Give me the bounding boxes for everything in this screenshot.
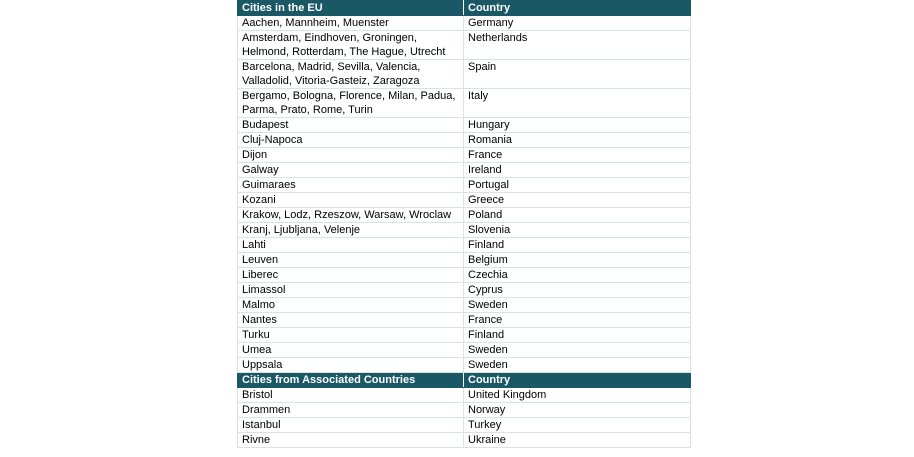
table-row [238,328,691,343]
table-row [238,148,691,163]
city-cell: Istanbul [238,418,464,433]
table-row [238,283,691,298]
city-cell: Umea [238,343,464,358]
city-cell: Kranj, Ljubljana, Velenje [238,223,464,238]
city-cell: Bristol [238,388,464,403]
city-cell: Galway [238,163,464,178]
table-row [238,133,691,148]
table-row [238,433,691,448]
table-row [238,403,691,418]
city-cell: Liberec [238,268,464,283]
column-header-country: Country [464,1,691,16]
table-row [238,343,691,358]
country-cell: France [464,148,691,163]
table-row [238,418,691,433]
column-header-city: Cities from Associated Countries [238,373,464,388]
country-cell: Finland [464,238,691,253]
country-cell: Spain [464,60,691,89]
table-row [238,118,691,133]
table-row [238,253,691,268]
country-cell: Turkey [464,418,691,433]
country-cell: Ukraine [464,433,691,448]
city-cell: Bergamo, Bologna, Florence, Milan, Padua, Parma, Prato, Rome, Turin [238,89,464,118]
column-header-city: Cities in the EU [238,1,464,16]
country-cell: Greece [464,193,691,208]
table-row [238,178,691,193]
city-cell: Kozani [238,193,464,208]
city-cell: Drammen [238,403,464,418]
city-cell: Turku [238,328,464,343]
city-cell: Nantes [238,313,464,328]
country-cell: Poland [464,208,691,223]
country-cell: Cyprus [464,283,691,298]
table-row [238,268,691,283]
country-cell: Hungary [464,118,691,133]
city-cell: Amsterdam, Eindhoven, Groningen, Helmond, Rotterdam, The Hague, Utrecht [238,31,464,60]
city-cell: Krakow, Lodz, Rzeszow, Warsaw, Wroclaw [238,208,464,223]
city-cell: Cluj-Napoca [238,133,464,148]
section-header-row [238,373,691,388]
table-row [238,298,691,313]
country-cell: Sweden [464,343,691,358]
section-header-row [238,1,691,16]
city-cell: Barcelona, Madrid, Sevilla, Valencia, Valladolid, Vitoria-Gasteiz, Zaragoza [238,60,464,89]
country-cell: Norway [464,403,691,418]
table-row [238,163,691,178]
country-cell: Italy [464,89,691,118]
table-row [238,313,691,328]
table-row [238,89,691,118]
table-row [238,16,691,31]
country-cell: Ireland [464,163,691,178]
country-cell: Portugal [464,178,691,193]
table-row [238,358,691,373]
country-cell: Germany [464,16,691,31]
country-cell: Netherlands [464,31,691,60]
city-cell: Limassol [238,283,464,298]
city-cell: Guimaraes [238,178,464,193]
country-cell: Czechia [464,268,691,283]
table-row [238,60,691,89]
country-cell: Slovenia [464,223,691,238]
cities-table-body [238,1,691,448]
city-cell: Dijon [238,148,464,163]
table-row [238,223,691,238]
country-cell: Sweden [464,298,691,313]
city-cell: Malmo [238,298,464,313]
cities-table [237,0,691,448]
city-cell: Lahti [238,238,464,253]
country-cell: Romania [464,133,691,148]
table-row [238,193,691,208]
country-cell: United Kingdom [464,388,691,403]
table-row [238,31,691,60]
country-cell: France [464,313,691,328]
city-cell: Rivne [238,433,464,448]
table-row [238,238,691,253]
table-row [238,388,691,403]
table-row [238,208,691,223]
city-cell: Aachen, Mannheim, Muenster [238,16,464,31]
city-cell: Budapest [238,118,464,133]
country-cell: Finland [464,328,691,343]
city-cell: Leuven [238,253,464,268]
country-cell: Belgium [464,253,691,268]
country-cell: Sweden [464,358,691,373]
column-header-country: Country [464,373,691,388]
city-cell: Uppsala [238,358,464,373]
